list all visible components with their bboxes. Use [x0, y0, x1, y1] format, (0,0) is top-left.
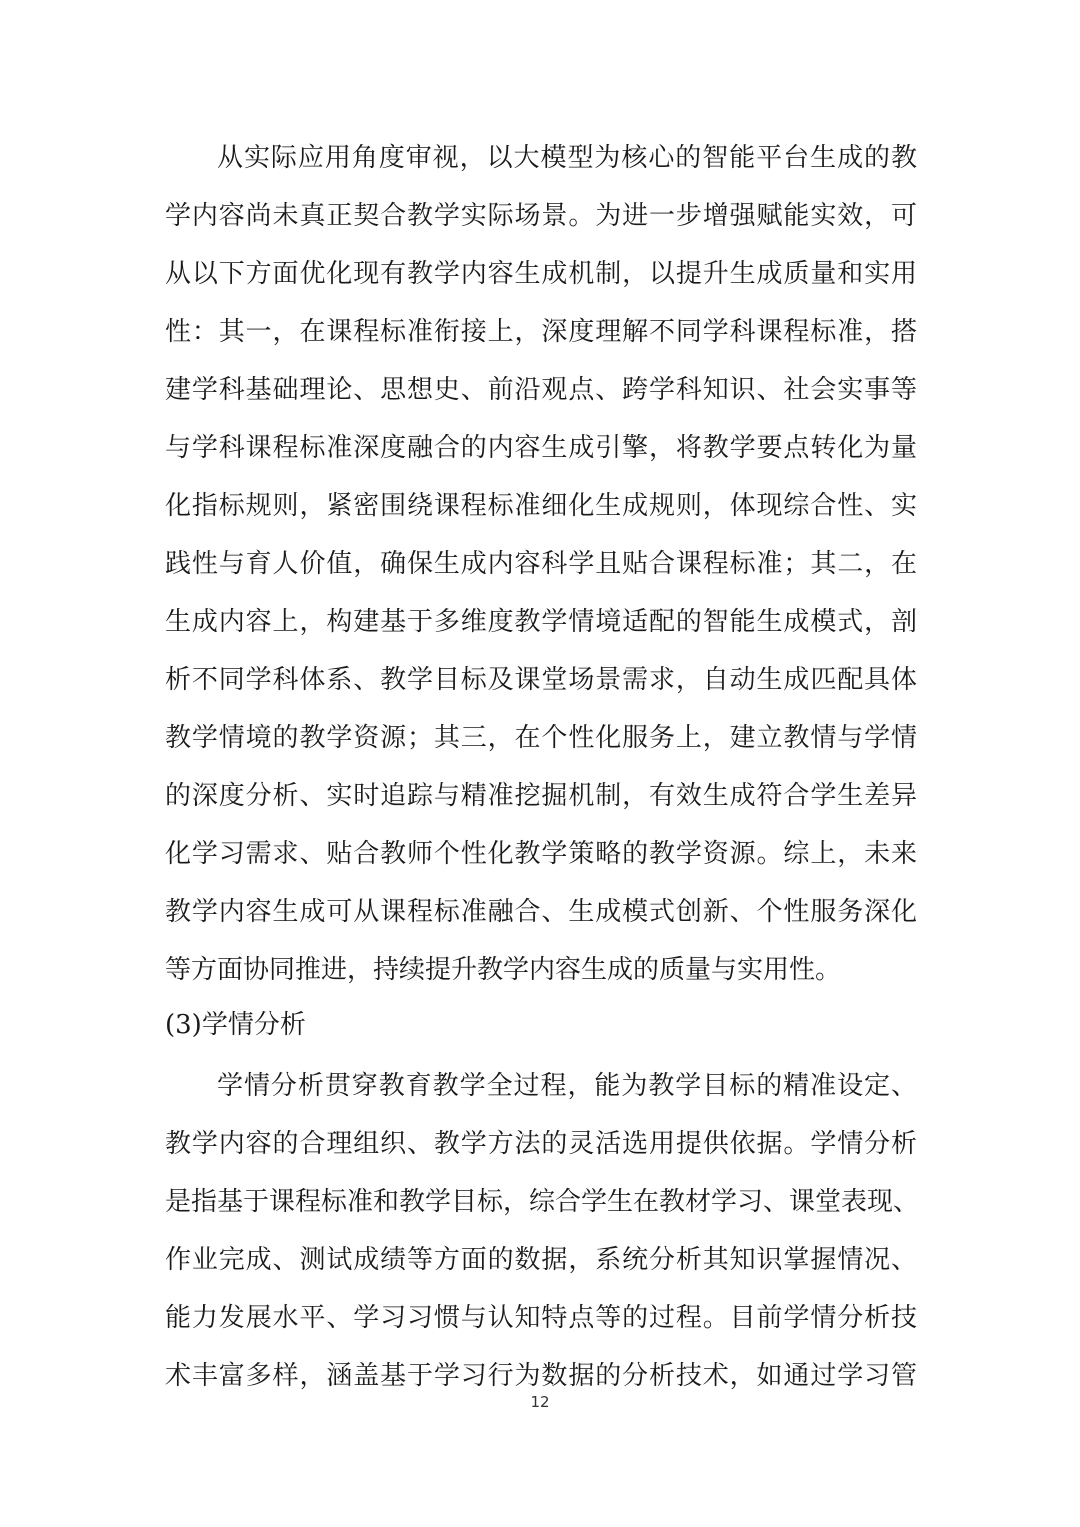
- paragraph-line: 能力发展水平、学习习惯与认知特点等的过程。目前学情分析技: [165, 1303, 917, 1333]
- paragraph-line: 生成内容上，构建基于多维度教学情境适配的智能生成模式，剖: [165, 607, 917, 637]
- paragraph-learning-analysis: [165, 1057, 920, 1405]
- paragraph-line: 与学科课程标准深度融合的内容生成引擎，将教学要点转化为量: [165, 433, 917, 463]
- paragraph-line: 性：其一，在课程标准衔接上，深度理解不同学科课程标准，搭: [165, 317, 917, 347]
- paragraph-line: 作业完成、测试成绩等方面的数据，系统分析其知识掌握情况、: [165, 1245, 917, 1275]
- paragraph-line: 学内容尚未真正契合教学实际场景。为进一步增强赋能实效，可: [165, 201, 917, 231]
- page-number: 12: [530, 1393, 550, 1411]
- section-heading: (3)学情分析: [165, 1010, 306, 1040]
- paragraph-line: 是指基于课程标准和教学目标，综合学生在教材学习、课堂表现、: [165, 1187, 920, 1217]
- paragraph-line: 践性与育人价值，确保生成内容科学且贴合课程标准；其二，在: [165, 549, 917, 579]
- paragraph-line: 的深度分析、实时追踪与精准挖掘机制，有效生成符合学生差异: [165, 781, 917, 811]
- paragraph-line: 化指标规则，紧密围绕课程标准细化生成规则，体现综合性、实: [165, 491, 917, 521]
- paragraph-line: 从以下方面优化现有教学内容生成机制，以提升生成质量和实用: [165, 259, 917, 289]
- paragraph-line: 教学内容生成可从课程标准融合、生成模式创新、个性服务深化: [165, 897, 917, 927]
- paragraph-line: 析不同学科体系、教学目标及课堂场景需求，自动生成匹配具体: [165, 665, 917, 695]
- paragraph-line: 化学习需求、贴合教师个性化教学策略的教学资源。综上，未来: [165, 839, 917, 869]
- paragraph-line: 建学科基础理论、思想史、前沿观点、跨学科知识、社会实事等: [165, 375, 917, 405]
- paragraph-line: 学情分析贯穿教育教学全过程，能为教学目标的精准设定、: [217, 1071, 917, 1101]
- paragraph-line: 教学内容的合理组织、教学方法的灵活选用提供依据。学情分析: [165, 1129, 917, 1159]
- paragraph-line: 等方面协同推进，持续提升教学内容生成的质量与实用性。: [165, 955, 842, 985]
- paragraph-content-generation: [165, 129, 917, 999]
- paragraph-line: 教学情境的教学资源；其三，在个性化服务上，建立教情与学情: [165, 723, 917, 753]
- paragraph-line: 术丰富多样，涵盖基于学习行为数据的分析技术，如通过学习管: [165, 1361, 917, 1391]
- paragraph-line: 从实际应用角度审视，以大模型为核心的智能平台生成的教: [217, 143, 917, 173]
